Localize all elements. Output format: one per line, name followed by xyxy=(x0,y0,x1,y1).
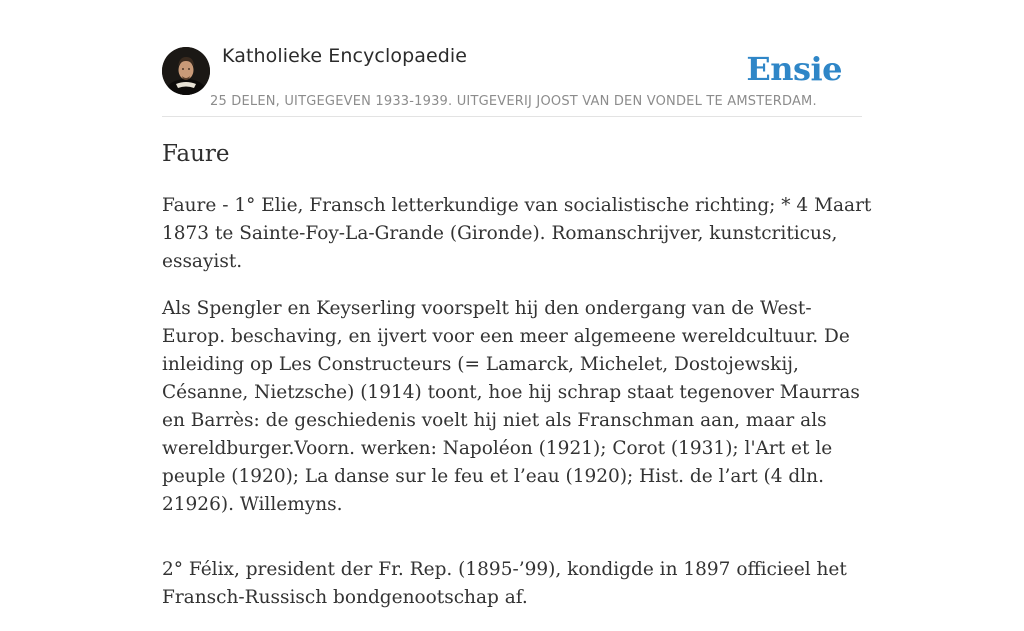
publication-avatar[interactable] xyxy=(162,47,210,95)
ensie-logo-link[interactable]: Ensie xyxy=(746,50,842,88)
publication-header xyxy=(162,0,862,117)
page-container xyxy=(162,0,872,608)
article-title: Faure xyxy=(162,141,230,167)
article-paragraph: Faure - 1° Elie, Fransch letterkundige van socialistische richting; * 4 Maart 1873 te Sainte-Foy-La-Grande (Gironde). Romanschrijver, kunstcriticus, essayist. xyxy=(162,195,872,272)
article-body xyxy=(162,192,874,631)
publication-title[interactable]: Katholieke Encyclopaedie xyxy=(222,45,468,67)
publication-subtitle: 25 DELEN, UITGEGEVEN 1933-1939. UITGEVERIJ JOOST VAN DEN VONDEL TE AMSTERDAM. xyxy=(210,94,817,109)
article-paragraph: Als Spengler en Keyserling voorspelt hij den ondergang van de West-Europ. beschaving, en ijvert voor een meer algemeene wereldcultuur. De inleiding op Les Constructeurs (= Lamarck, Michelet, Dostojewskij, Césanne, Nietzsche) (1914) toont, hoe hij schrap staat tegenover Maurras en Barrès: de geschiedenis voelt hij niet als Franschman aan, maar als wereldburger.Voorn. werken: Napoléon (1921); Corot (1931); l'Art et le peuple (1920); La danse sur le feu et l’eau (1920); Hist. de l’art (4 dln. 21926). Willemyns. xyxy=(162,298,860,515)
portrait-icon xyxy=(162,47,210,95)
article-paragraph: 2° Félix, president der Fr. Rep. (1895-’99), kondigde in 1897 officieel het Fransch-Russisch bondgenootschap af. xyxy=(162,559,847,608)
